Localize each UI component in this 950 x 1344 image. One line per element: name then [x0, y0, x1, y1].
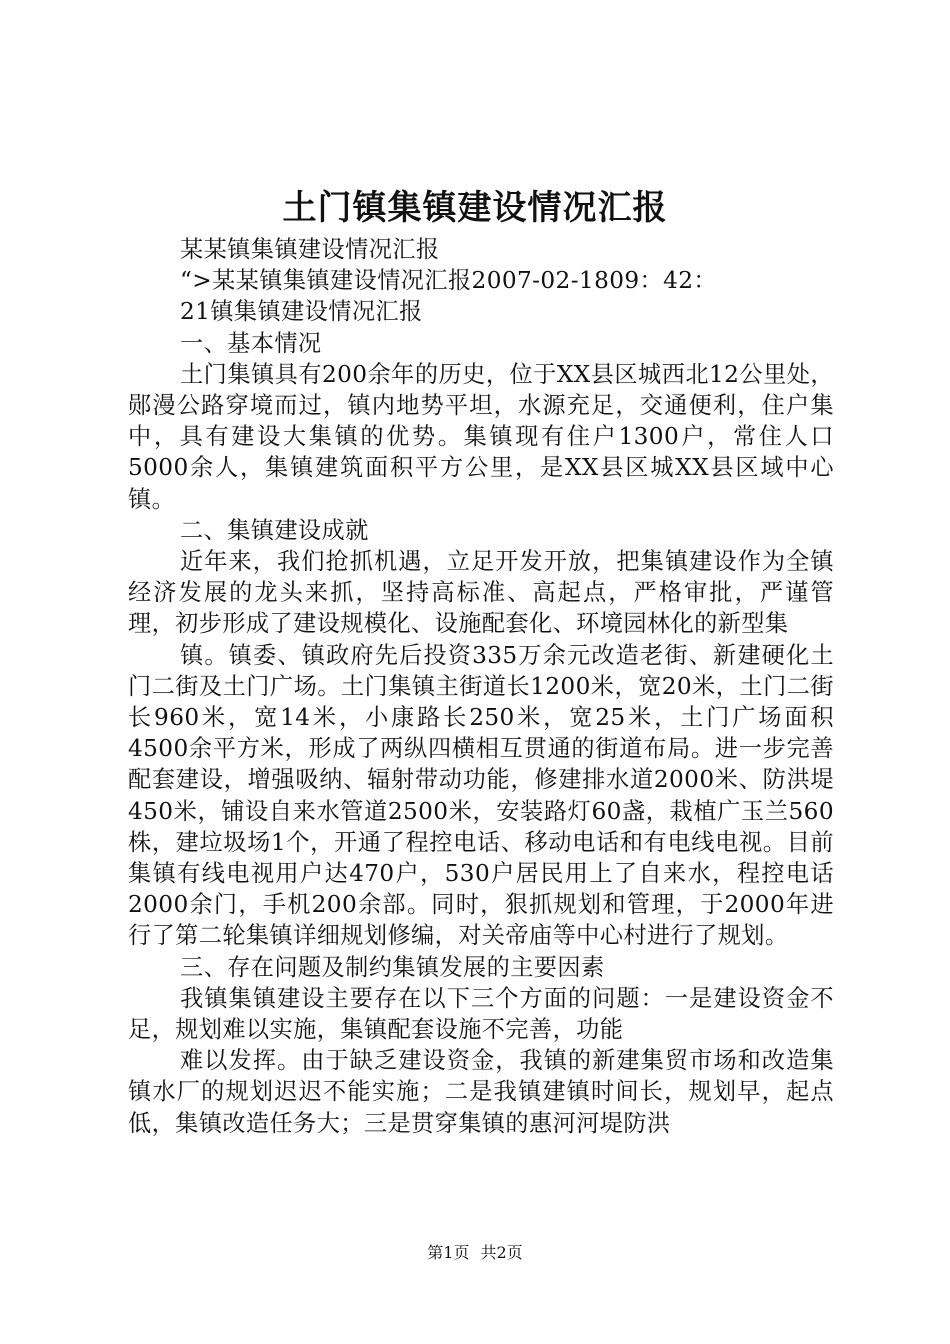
- paragraph-achievements-intro: 近年来，我们抢抓机遇，立足开发开放，把集镇建设作为全镇经济发展的龙头来抓，坚持高标准、高起点，严格审批，严谨管理，初步形成了建设规模化、设施配套化、环境园林化的新型集: [128, 548, 834, 638]
- page-total: 共2页: [480, 1243, 523, 1262]
- paragraph-problems-detail: 难以发挥。由于缺乏建设资金，我镇的新建集贸市场和改造集镇水厂的规划迟迟不能实施；二是我镇建镇时间长，规划早，起点低，集镇改造任务大；三是贯穿集镇的惠河河堤防洪: [128, 1047, 834, 1137]
- section-heading-problems: 三、存在问题及制约集镇发展的主要因素: [180, 953, 605, 981]
- page-footer: [0, 1242, 950, 1264]
- paragraph-source-line: “>某某镇集镇建设情况汇报2007-02-1809：42：: [180, 267, 718, 295]
- section-heading-basic: 一、基本情况: [180, 329, 322, 357]
- paragraph-basic-info: 土门集镇具有200余年的历史，位于XX县区城西北12公里处，郧漫公路穿境而过，镇内地势平坦，水源充足，交通便利，住户集中，具有建设大集镇的优势。集镇现有住户1300户，常住人口5000余人，集镇建筑面积平方公里，是XX县区城XX县区域中心镇。: [128, 360, 834, 513]
- paragraph-achievements-detail: 镇。镇委、镇政府先后投资335万余元改造老街、新建硬化土门二街及土门广场。土门集镇主街道长1200米，宽20米，土门二街长960米，宽14米，小康路长250米，宽25米，土门广场面积4500余平方米，形成了两纵四横相互贯通的街道布局。进一步完善配套建设，增强吸纳、辐射带动功能，修建排水道2000米、防洪堤450米，铺设自来水管道2500米，安装路灯60盏，栽植广玉兰560株，建垃圾场1个，开通了程控电话、移动电话和有电线电视。目前集镇有线电视用户达470户，530户居民用上了自来水，程控电话2000余门，手机200余部。同时，狠抓规划和管理，于2000年进行了第二轮集镇详细规划修编，对关帝庙等中心村进行了规划。: [128, 641, 834, 950]
- document-title: 土门镇集镇建设情况汇报: [282, 188, 668, 228]
- paragraph-source-line-cont: 21镇集镇建设情况汇报: [180, 298, 423, 326]
- section-heading-achievements: 二、集镇建设成就: [180, 516, 369, 544]
- page-number: 第1页: [427, 1243, 470, 1262]
- paragraph-problems-intro: 我镇集镇建设主要存在以下三个方面的问题：一是建设资金不足，规划难以实施，集镇配套设施不完善，功能: [128, 984, 834, 1044]
- document-body: [128, 234, 834, 1139]
- paragraph-subtitle: 某某镇集镇建设情况汇报: [180, 236, 440, 263]
